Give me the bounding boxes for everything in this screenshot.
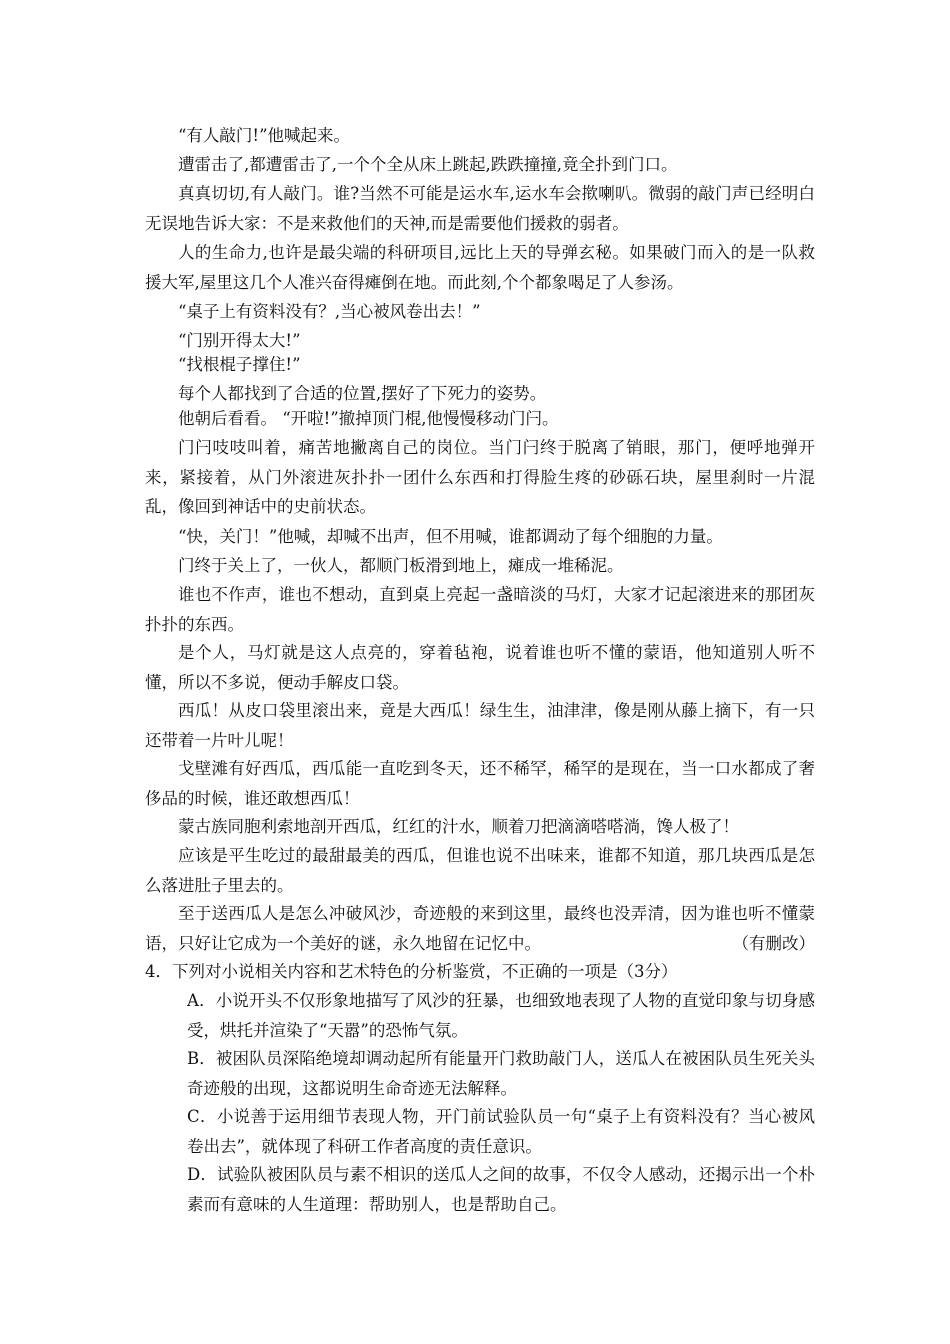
passage-paragraph-12: 门终于关上了，一伙人，都顺门板滑到地上，瘫成一堆稀泥。 (178, 556, 624, 575)
abridged-note: （有删改） (732, 933, 815, 953)
passage-paragraph-10: 门闩吱吱叫着，痛苦地撇离自己的岗位。当门闩终于脱离了销眼，那门，便呼地弹开来，紧接着，从门外滚进灰扑扑一团什么东西和打得脸生疼的砂砾石块，屋里刹时一片混乱，像回到神话中的史前状态。 (145, 438, 815, 516)
passage-paragraph-17: 蒙古族同胞利索地剖开西瓜，红红的汁水，顺着刀把滴滴嗒嗒淌，馋人极了！ (178, 817, 739, 836)
passage-paragraph-19 (145, 899, 815, 958)
passage-paragraph-9: 他朝后看看。 “开啦!”撤掉顶门棍,他慢慢移动门闩。 (178, 409, 559, 428)
passage-paragraph-4: 人的生命力,也许是最尖端的科研项目,远比上天的导弹玄秘。如果破门而入的是一队救援大军,屋里这几个人准兴奋得瘫倒在地。而此刻,个个都象喝足了人参汤。 (145, 243, 815, 292)
passage-paragraph-8: 每个人都找到了合适的位置,摆好了下死力的姿势。 (178, 384, 547, 403)
passage-paragraph-14: 是个人，马灯就是这人点亮的，穿着毡袍，说着谁也听不懂的蒙语，他知道别人听不懂，所以不多说，便动手解皮口袋。 (145, 643, 815, 692)
passage-paragraph-3: 真真切切,有人敲门。谁?当然不可能是运水车,运水车会揿喇叭。微弱的敲门声已经明白无误地告诉大家：不是来救他们的天神,而是需要他们援救的弱者。 (145, 184, 815, 233)
option-d: D．试验队被困队员与素不相识的送瓜人之间的故事，不仅令人感动，还揭示出一个朴素而有意味的人生道理：帮助别人，也是帮助自己。 (187, 1165, 815, 1214)
passage-paragraph-16: 戈壁滩有好西瓜，西瓜能一直吃到冬天，还不稀罕，稀罕的是现在，当一口水都成了奢侈品的时候，谁还敢想西瓜！ (145, 759, 815, 808)
option-c: C．小说善于运用细节表现人物，开门前试验队员一句“桌子上有资料没有？当心被风卷出去”，就体现了科研工作者高度的责任意识。 (187, 1107, 815, 1156)
option-b: B．被困队员深陷绝境却调动起所有能量开门救助敲门人，送瓜人在被困队员生死关头奇迹般的出现，这都说明生命奇迹无法解释。 (187, 1049, 815, 1098)
passage-paragraph-2: 遭雷击了,都遭雷击了,一个个全从床上跳起,跌跌撞撞,竟全扑到门口。 (178, 155, 678, 174)
passage-paragraph-19-text: 至于送西瓜人是怎么冲破风沙，奇迹般的来到这里，最终也没弄清，因为谁也听不懂蒙语，只好让它成为一个美好的谜，永久地留在记忆中。 (145, 904, 815, 953)
passage-paragraph-18: 应该是平生吃过的最甜最美的西瓜，但谁也说不出味来，谁都不知道，那几块西瓜是怎么落进肚子里去的。 (145, 846, 815, 895)
passage-paragraph-1: “有人敲门!”他喊起来。 (178, 126, 351, 145)
passage-paragraph-11: “快，关门！”他喊，却喊不出声，但不用喊，谁都调动了每个细胞的力量。 (178, 527, 723, 546)
passage-paragraph-15: 西瓜！从皮口袋里滚出来，竟是大西瓜！绿生生，油津津，像是刚从藤上摘下，有一只还带着一片叶儿呢！ (145, 701, 815, 750)
passage-paragraph-6: “门别开得太大!” (178, 331, 301, 350)
passage-paragraph-13: 谁也不作声，谁也不想动，直到桌上亮起一盏暗淡的马灯，大家才记起滚进来的那团灰扑扑的东西。 (145, 585, 815, 634)
passage-paragraph-7: “找根棍子撑住!” (178, 355, 301, 374)
question-4-stem: 4．下列对小说相关内容和艺术特色的分析鉴赏，不正确的一项是（3分） (145, 962, 678, 981)
passage-paragraph-5: “桌子上有资料没有？,当心被风卷出去！” (178, 302, 481, 321)
option-a: A．小说开头不仅形象地描写了风沙的狂暴，也细致地表现了人物的直觉印象与切身感受，烘托并渲染了“天嚣”的恐怖气氛。 (187, 991, 815, 1040)
